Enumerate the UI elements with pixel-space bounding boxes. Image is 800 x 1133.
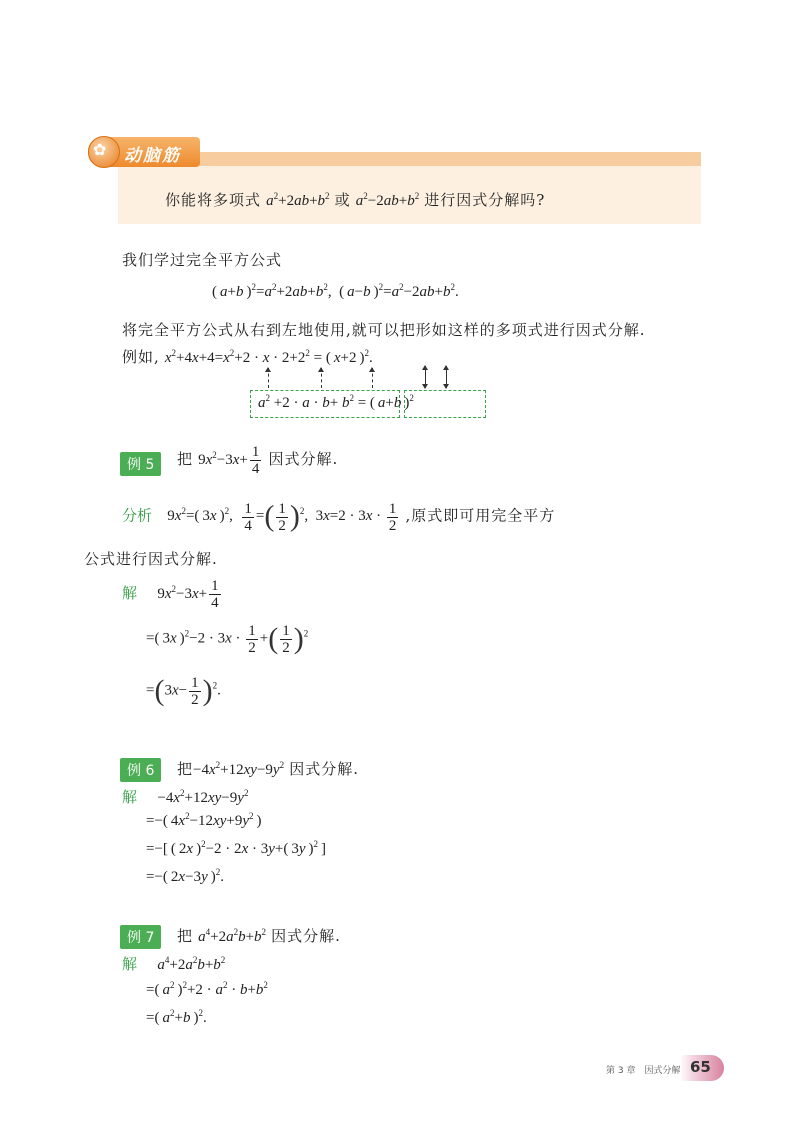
example-6-solution-4: =−( 2x−3y )$^2$.	[146, 867, 224, 885]
example-6-solution-2: =−( $4x^2-12xy+9y^2$ )	[146, 811, 262, 829]
think-strip	[118, 152, 701, 166]
example-6-solution-1: 解 $-4x^2+12xy-9y^2$	[122, 788, 249, 806]
intro-line: 我们学过完全平方公式	[122, 251, 283, 269]
page-number: 65	[690, 1058, 711, 1076]
example-5-analysis-line2: 公式进行因式分解.	[84, 550, 218, 568]
arrow-icon	[425, 366, 426, 388]
gear-icon: ✿	[93, 140, 107, 159]
chapter-label: 第 3 章 因式分解	[606, 1066, 681, 1076]
example-5-solution-2: =( 3x )$^2$−2 · 3x · $\frac{1}{2}$ +( $\frac{1}{2}$ )$^2$	[146, 622, 309, 656]
square-formulas: ( a+b )$^2=a^2+2ab+b^2$, ( a−b )$^2=a^2-2ab+b^2$.	[212, 282, 459, 300]
example-7-problem: 把 $a^4+2a^2b+b^2$ 因式分解.	[177, 927, 341, 945]
arrow-icon	[446, 366, 447, 388]
arrow-icon	[372, 368, 373, 388]
example-7-solution-3: =( $a^2+b$ )$^2$.	[146, 1008, 207, 1026]
example-6-badge: 例 6	[120, 758, 161, 782]
think-question: 你能将多项式 $a^2+2ab+b^2$ 或 $a^2-2ab+b^2$ 进行因式分解吗?	[165, 191, 546, 209]
dashed-box-right	[404, 390, 486, 418]
example-6-problem: 把$-4x^2+12xy-9y^2$ 因式分解.	[177, 760, 359, 778]
example-5-analysis: 分析 $9x^2=$( 3x )$^2$, $\frac{1}{4}$ =( $\frac{1}{2}$ )$^2$, 3x=2 · 3x · $\frac{1}{2}$ ,原式即可用完全平方	[122, 500, 556, 534]
example-6-solution-3: =−[ ( 2x )$^2$−2 · 2x · 3y+( 3y )$^2$ ]	[146, 839, 327, 857]
example-5-badge: 例 5	[120, 452, 161, 476]
think-title: 动脑筋	[124, 146, 181, 166]
arrow-icon	[268, 368, 269, 388]
example-7-solution-1: 解 $a^4+2a^2b+b^2$	[122, 955, 226, 973]
example-5-solution-1: 解 $9x^2-3x+$ $\frac{1}{4}$	[122, 578, 219, 611]
example-7-solution-2: =( $a^2$ )$^2+2 \cdot a^2 \cdot b+b^2$	[146, 980, 268, 998]
example-line: 例如, $x^2+4x+4=x^2+2 \cdot x \cdot 2+2^2$ = ( x+2 )$^2$.	[122, 348, 373, 366]
example-5-solution-3: =(3x− $\frac{1}{2}$ )$^2$.	[146, 674, 221, 708]
example-5-problem: 把 $9x^2-3x+$ $\frac{1}{4}$ 因式分解.	[177, 444, 339, 477]
arrow-icon	[321, 368, 322, 388]
general-formula: $a^2 +2 \cdot a \cdot b+ b^2$ = ( a+b )$^2$	[258, 393, 414, 411]
intro-explain: 将完全平方公式从右到左地使用,就可以把形如这样的多项式进行因式分解.	[122, 321, 646, 339]
example-7-badge: 例 7	[120, 925, 161, 949]
